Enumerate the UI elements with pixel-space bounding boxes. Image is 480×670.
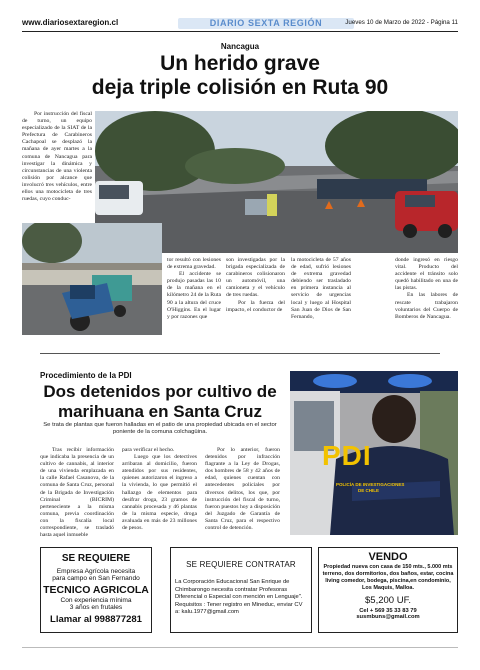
story1-col1: Por instrucción del fiscal de turno, un equipo especializado de la SIAT de la Prefectura de Carabineros Cachapoal se desplazó la mañana de ayer martes a la comuna de Nancagua para investigar la dinámica y circunstancias de una violenta colisión por alcance que involucró tres vehículos, entre ellos una motocicleta de tres ruedas, cuyo conduc- [22, 111, 92, 203]
ad1-title: SE REQUIERE [61, 553, 131, 564]
ad3-phone: Cel + 569 35 33 83 79 [359, 608, 417, 614]
issue-date: Jueves 10 de Marzo de 2022 - Página 11 [345, 19, 458, 26]
story1-headline-line2: deja triple colisión en Ruta 90 [91, 76, 389, 99]
pdi-agent-photo [290, 371, 458, 535]
ad2-body: La Corporación Educacional San Enrique de Chimbarongo necesita contratar Profesoras Diferencial o Especial con mención en Lenguaje". [175, 579, 303, 601]
ad3-body: Propiedad nueva con casa de 150 mts., 5.000 mts terreno, dos dormitorios, dos baños, estar, cocina living comedor, bodega, piscina,en condominio, Los Maquis, Malloa. [322, 564, 454, 591]
story1-col4: la motocicleta de 57 años de edad, sufrió lesiones de extrema gravedad debiendo ser trasladado en primera instancia al servicio de urgencias local y luego al Hospital San Juan de Dios de San Fernando, [291, 257, 351, 320]
story2-headline-line2: marihuana en Santa Cruz [57, 402, 263, 421]
motorcycle-wreck-photo [22, 223, 162, 335]
story1-headline-line1: Un herido grave [160, 52, 320, 75]
ad-vendo [318, 547, 458, 633]
story2-deck: Se trata de plantas que fueron halladas en el patio de una propiedad ubicada en el sector poniente de la comuna colchagüina. [43, 422, 277, 436]
ad3-email: susmbuns@gmail.com [356, 614, 420, 620]
pdi-photo-sub: POLICÍA DE INVESTIGACIONES [336, 482, 405, 487]
story1-col3: son investigadas por la brigada especializada de carabineros colisionaron un automóvil, una camioneta y el vehículo de tres ruedas. Por la fuerza del impacto, el conductor de [226, 257, 285, 313]
footer-rule [22, 647, 458, 648]
story2-headline-line1: Dos detenidos por cultivo de [43, 382, 277, 401]
ad1-line2: para campo en San Fernando [52, 575, 140, 582]
story2-col3: Por lo anterior, fueron detenidos por infracción flagrante a la Ley de Drogas, dos hombres de 58 y 42 años de edad, quienes cuentan con antecedentes policiales por diversos delitos, los que, por instrucción del fiscal de turno, fueron puestos hoy a disposición del Juzgado de Garantía de Santa Cruz, para el respectivo control de detención. [205, 447, 280, 532]
pdi-photo-sub2: DE CHILE [358, 488, 380, 493]
ad-contratar [170, 547, 312, 633]
ad2-requirements: Requisitos : Tener registro en Mineduc, enviar CV a: kalu.1977@gmail.com [175, 601, 303, 616]
ad1-role: TECNICO AGRICOLA [43, 584, 149, 596]
ad1-line4: 3 años en frutales [69, 604, 123, 611]
story1-col5: donde ingresó en riesgo vital. Producto del accidente el tránsito solo quedó habilitado en una de las pistas. En las labores de rescate trabajaron voluntarios del Cuerpo de Bomberos de Nancagua. [395, 257, 458, 320]
story1-kicker: Nancagua [220, 42, 260, 51]
site-url: www.diariosextaregion.cl [22, 18, 119, 27]
ad3-title: VENDO [368, 551, 408, 563]
story2-col1: Tras recibir información que indicaba la presencia de un cultivo de cannabis, al interior de una vivienda emplazada en la calle Rafael Casanova, de la comuna de Santa Cruz, personal de la Brigada de Investigación Criminal (BICRIM) perteneciente a la misma comuna, previa coordinación con la fiscalía local correspondiente, se trasladó hasta aquel inmueble [40, 447, 114, 539]
ad3-price: $5,200 UF. [365, 595, 411, 606]
pdi-photo-label: PDI [322, 440, 372, 471]
ad-tecnico-agricola [40, 547, 152, 633]
header-rule [22, 31, 458, 32]
story1-col2: tor resultó con lesiones de extrema gravedad. El accidente se produjo pasadas las 10 de la mañana en el kilómetro 24 de la Ruta 90 a la altura del cruce O'Higgins. En el lugar y por razones que [167, 257, 221, 320]
ad1-line1: Empresa Agrícola necesita [56, 568, 136, 575]
story2-kicker: Procedimiento de la PDI [40, 371, 132, 380]
story2-col2: para verificar el hecho. Luego que los detectives arribaran al domicilio, fueron atendidos por sus residentes, quienes autorizaron el ingreso a la vivienda, lo que permitió el hallazgo de elementos para desifrar droga, 23 gramos de cannabis procesada y 46 plantas de la misma especie, droga avaluada en más de 23 millones de pesos. [122, 447, 197, 532]
ad1-phone: Llamar al 998877281 [50, 614, 142, 625]
brand-title: DIARIO SEXTA REGIÓN [209, 18, 323, 28]
section-divider [40, 353, 440, 354]
ad2-title: SE REQUIERE CONTRATAR [186, 560, 296, 569]
story2-headline [40, 382, 280, 422]
story1-headline [10, 52, 470, 100]
ad1-line3: Con experiencia mínima [60, 597, 132, 604]
